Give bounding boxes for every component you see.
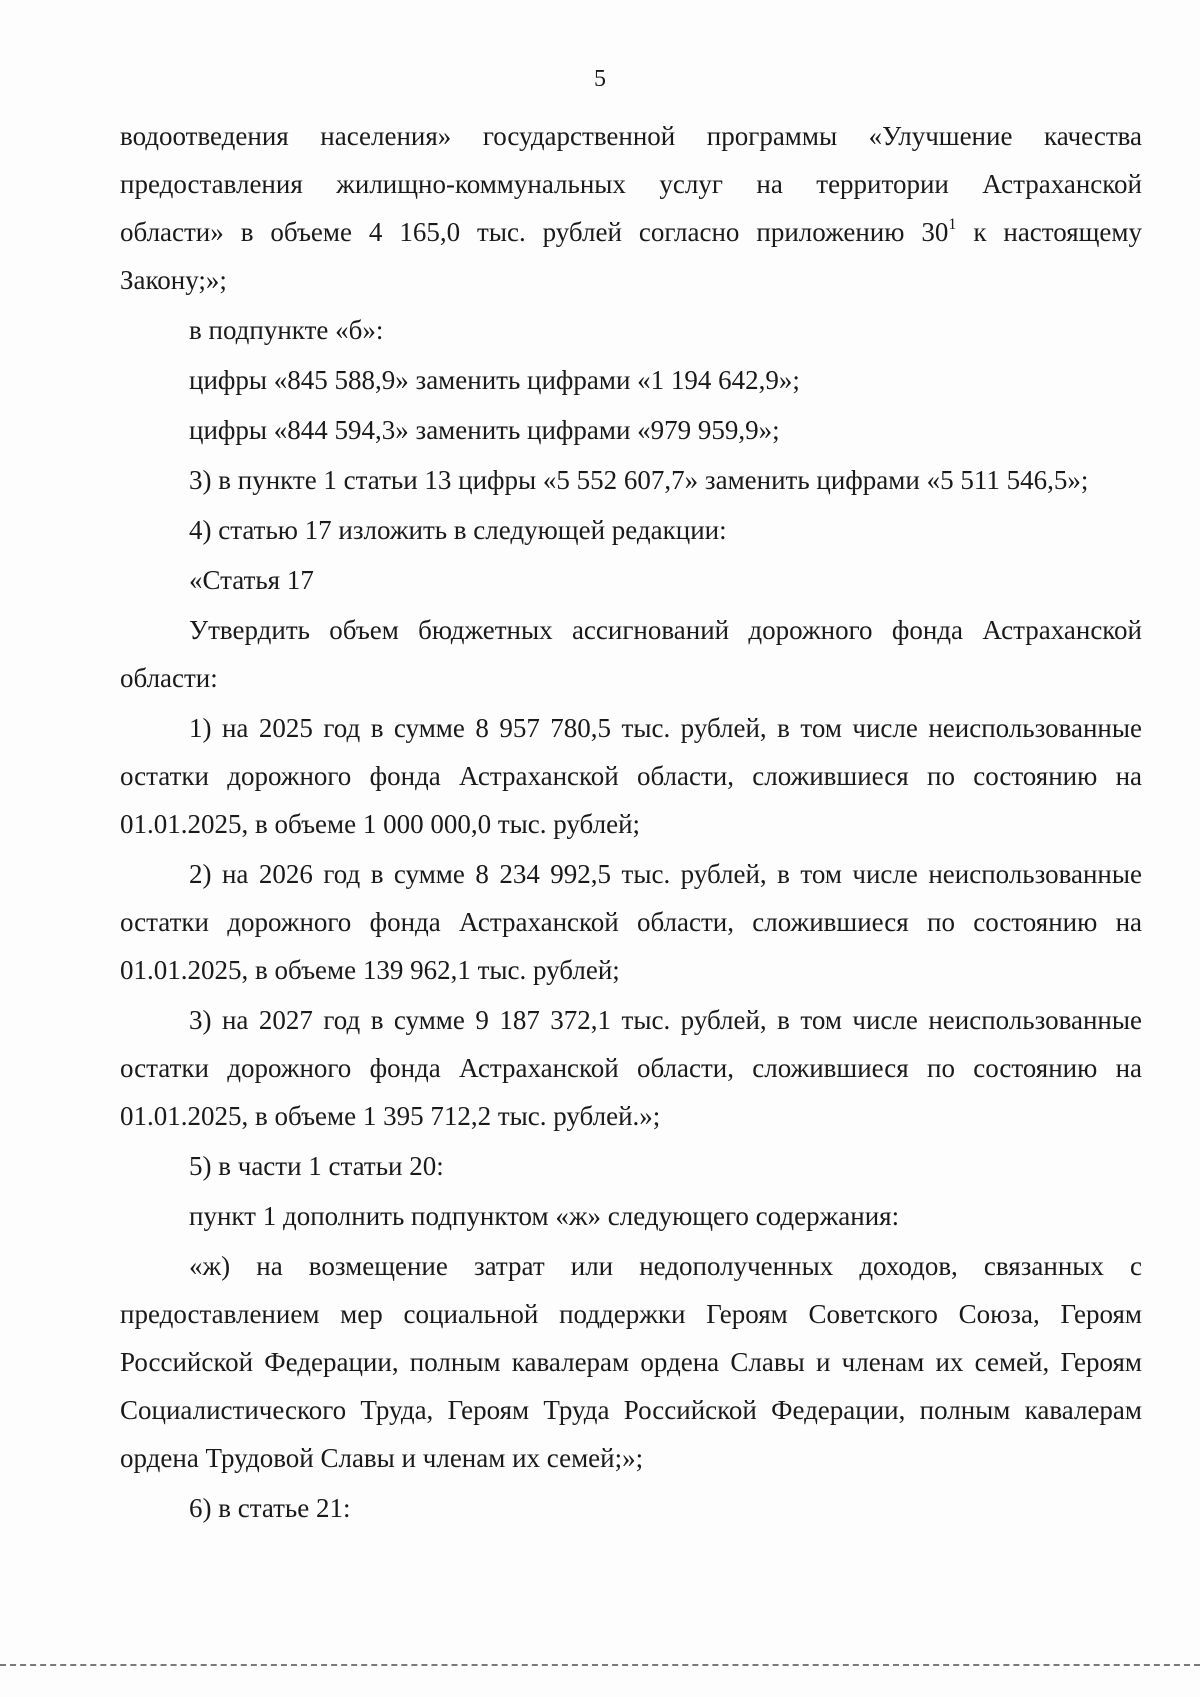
paragraph: цифры «844 594,3» заменить цифрами «979 959,9»; <box>189 415 780 445</box>
paragraph: 5) в части 1 статьи 20: <box>189 1151 444 1181</box>
paragraph-line: предоставления жилищно-коммунальных услуг на территории Астраханской <box>120 169 1142 199</box>
text-fragment: области» в объеме 4 165,0 тыс. рублей согласно приложению 30 <box>120 217 949 247</box>
paragraph-line-with-superscript <box>120 208 1142 256</box>
paragraph: цифры «845 588,9» заменить цифрами «1 194 642,9»; <box>189 365 800 395</box>
paragraph: 4) статью 17 изложить в следующей редакции: <box>189 515 727 545</box>
text-fragment: к настоящему <box>956 217 1142 247</box>
list-item: 3) на 2027 год в сумме 9 187 372,1 тыс. рублей, в том числе неиспользованные остатки дорожного фонда Астраханской области, сложившиеся по состоянию на 01.01.2025, в объеме 1 395 712,2 тыс. рублей.»; <box>120 1005 1142 1131</box>
list-item: 2) на 2026 год в сумме 8 234 992,5 тыс. рублей, в том числе неиспользованные остатки дорожного фонда Астраханской области, сложившиеся по состоянию на 01.01.2025, в объеме 139 962,1 тыс. рублей; <box>120 859 1142 985</box>
document-body <box>120 112 1142 1532</box>
paragraph: в подпункте «б»: <box>189 315 384 345</box>
paragraph: 6) в статье 21: <box>189 1493 351 1523</box>
paragraph-line: водоотведения населения» государственной программы «Улучшение качества <box>120 121 1142 151</box>
bottom-scan-line <box>0 1664 1200 1666</box>
page-number: 5 <box>594 66 606 92</box>
paragraph: «ж) на возмещение затрат или недополученных доходов, связанных с предоставлением мер социальной поддержки Героям Советского Союза, Героям Российской Федерации, полным кавалерам ордена Славы и членам их семей, Героям Социалистического Труда, Героям Труда Российской Федерации, полным кавалерам ордена Трудовой Славы и членам их семей;»; <box>120 1251 1142 1473</box>
paragraph: Утвердить объем бюджетных ассигнований дорожного фонда Астраханской области: <box>120 615 1142 693</box>
superscript: 1 <box>948 216 957 233</box>
paragraph: 3) в пункте 1 статьи 13 цифры «5 552 607,7» заменить цифрами «5 511 546,5»; <box>189 465 1089 495</box>
list-item: 1) на 2025 год в сумме 8 957 780,5 тыс. рублей, в том числе неиспользованные остатки дорожного фонда Астраханской области, сложившиеся по состоянию на 01.01.2025, в объеме 1 000 000,0 тыс. рублей; <box>120 713 1142 839</box>
paragraph-line: Закону;»; <box>120 265 227 295</box>
article-heading: «Статья 17 <box>189 565 314 595</box>
paragraph: пункт 1 дополнить подпунктом «ж» следующего содержания: <box>189 1201 900 1231</box>
